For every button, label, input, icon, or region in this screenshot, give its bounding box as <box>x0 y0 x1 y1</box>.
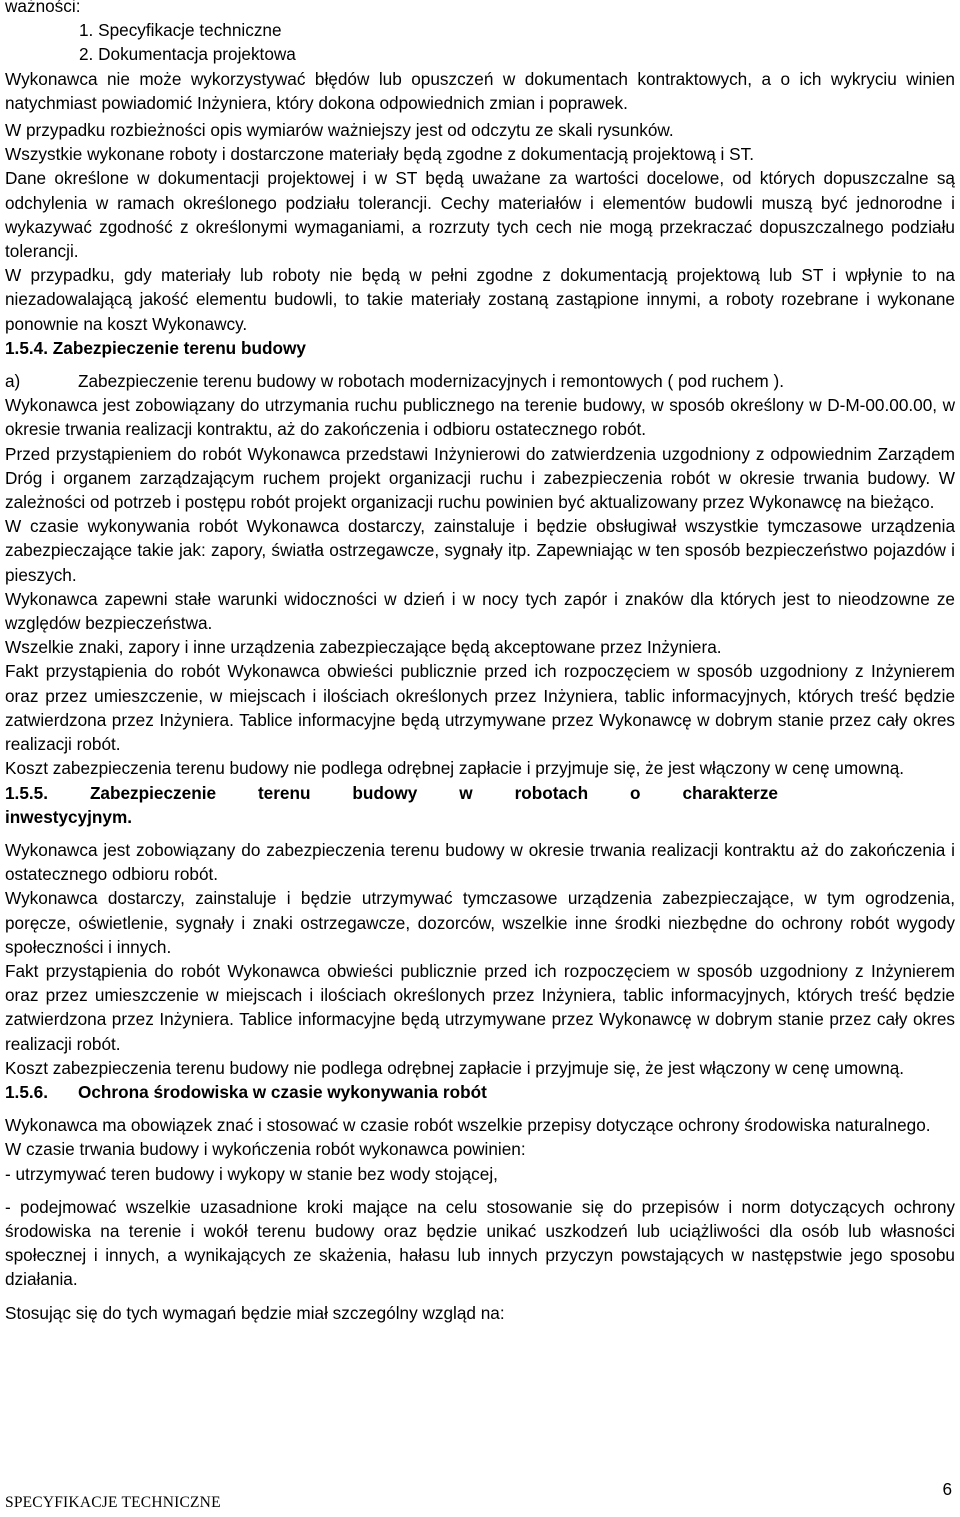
list-item-dash: - podejmować wszelkie uzasadnione kroki mające na celu stosowanie się do przepisów i norm dotyczących ochrony środowiska na terenie i wokół terenu budowy oraz będzie unikać uszkodzeń lub uciążliwości dla osób lub własności społecznej i innych, a wynikających ze skażenia, hałasu lub innych przyczyn powstających w następstwie jego sposobu działania. <box>5 1196 955 1290</box>
paragraph: W przypadku rozbieżności opis wymiarów ważniejszy jest od odczytu ze skali rysunków. <box>5 120 674 141</box>
paragraph: Stosując się do tych wymagań będzie miał szczególny wzgląd na: <box>5 1302 505 1323</box>
paragraph: Wykonawca zapewni stałe warunki widoczności w dzień i w nocy tych zapór i znaków dla których jest to nieodzowne ze względów bezpieczeństwa. <box>5 588 955 634</box>
paragraph: Wykonawca dostarczy, zainstaluje i będzie utrzymywać tymczasowe urządzenia zabezpieczające, w tym ogrodzenia, poręcze, oświetlenie, sygnały i znaki ostrzegawcze, dozorców, wszelkie inne środki niezbędne do ochrony robót wygody społeczności i innych. <box>5 888 955 957</box>
heading-word: Zabezpieczenie <box>89 782 217 803</box>
paragraph: W czasie trwania budowy i wykończenia robót wykonawca powinien: <box>5 1139 526 1160</box>
heading-title: Zabezpieczenie terenu budowy <box>52 337 306 358</box>
list-item-dash: - utrzymywać teren budowy i wykopy w stanie bez wody stojącej, <box>5 1163 498 1184</box>
paragraph: Wszelkie znaki, zapory i inne urządzenia zabezpieczające będą akceptowane przez Inżyniera. <box>5 637 722 658</box>
paragraph: Fakt przystąpienia do robót Wykonawca obwieści publicznie przed ich rozpoczęciem w sposób uzgodniony z Inżynierem oraz przez umieszczenie, w miejscach i ilościach określonych przez Inżyniera, tablic informacyjnych, których treść będzie zatwierdzona przez Inżyniera. Tablice informacyjne będą utrzymywane przez Wykonawcę w dobrym stanie przez cały okres realizacji robót. <box>5 661 955 755</box>
paragraph: Koszt zabezpieczenia terenu budowy nie podlega odrębnej zapłacie i przyjmuje się, że jest włączony w cenę umowną. <box>5 1057 905 1078</box>
list-item-a <box>5 369 955 393</box>
paragraph: W czasie wykonywania robót Wykonawca dostarczy, zainstaluje i będzie obsługiwał wszystkie tymczasowe urządzenia zabezpieczające takie jak: zapory, światła ostrzegawcze, sygnały itp. Zapewniając w ten sposób bezpieczeństwo pojazdów i pieszych. <box>5 516 955 585</box>
heading-1-5-6 <box>5 1080 955 1104</box>
heading-word: charakterze <box>682 782 778 803</box>
heading-number: 1.5.4. <box>5 337 49 358</box>
list-item-specyfikacje: 1. Specyfikacje techniczne <box>79 20 282 41</box>
list-label: a) <box>5 371 21 392</box>
heading-number: 1.5.5. <box>5 782 49 803</box>
footer-title: SPECYFIKACJE TECHNICZNE <box>5 1494 221 1511</box>
list-item-dokumentacja: 2. Dokumentacja projektowa <box>79 44 296 65</box>
page-number: 6 <box>942 1479 952 1499</box>
paragraph: Koszt zabezpieczenia terenu budowy nie podlega odrębnej zapłacie i przyjmuje się, że jest włączony w cenę umowną. <box>5 758 905 779</box>
heading-1-5-5 <box>5 781 955 829</box>
heading-number: 1.5.6. <box>5 1081 49 1102</box>
paragraph-waznosci: ważności: <box>5 0 81 16</box>
heading-1-5-4 <box>5 336 955 360</box>
heading-word: robotach <box>514 782 589 803</box>
heading-line-2: inwestycyjnym. <box>5 806 133 827</box>
heading-title: Ochrona środowiska w czasie wykonywania robót <box>78 1081 487 1102</box>
heading-word: w <box>459 782 473 803</box>
paragraph: Wykonawca jest zobowiązany do zabezpieczenia terenu budowy w okresie trwania realizacji kontraktu aż do zakończenia i ostatecznego odbioru robót. <box>5 839 955 885</box>
paragraph: Dane określone w dokumentacji projektowej i w ST będą uważane za wartości docelowe, od których dopuszczalne są odchylenia w ramach określonego podziału tolerancji. Cechy materiałów i elementów budowli muszą być jednorodne i wykazywać zgodność z określonymi wymaganiami, a rozrzuty tych cech nie mogą przekraczać dopuszczalnego podziału tolerancji. <box>5 168 955 262</box>
heading-word: o <box>630 782 641 803</box>
paragraph: Wykonawca nie może wykorzystywać błędów lub opuszczeń w dokumentach kontraktowych, a o ich wykryciu winien natychmiast powiadomić Inżyniera, który dokona odpowiednich zmian i poprawek. <box>5 68 955 113</box>
paragraph: Przed przystąpieniem do robót Wykonawca przedstawi Inżynierowi do zatwierdzenia uzgodniony z odpowiednim Zarządem Dróg i organem zarządzającym ruchem projekt organizacji ruchu i zabezpieczenia robót w okresie trwania budowy. W zależności od potrzeb i postępu robót projekt organizacji ruchu powinien być aktualizowany przez Wykonawcę na bieżąco. <box>5 443 955 513</box>
heading-word: budowy <box>352 782 418 803</box>
paragraph: Wszystkie wykonane roboty i dostarczone materiały będą zgodne z dokumentacją projektową i ST. <box>5 144 754 165</box>
paragraph: Wykonawca jest zobowiązany do utrzymania ruchu publicznego na terenie budowy, w sposób określony w D-M-00.00.00, w okresie trwania realizacji kontraktu, aż do zakończenia i odbioru ostatecznego robót. <box>5 395 955 440</box>
heading-word: terenu <box>257 782 311 803</box>
page-body <box>5 0 955 1325</box>
paragraph: Fakt przystąpienia do robót Wykonawca obwieści publicznie przed ich rozpoczęciem w sposób uzgodniony z Inżynierem oraz przez umieszczenie w miejscach i ilościach określonych przez Inżyniera, tablic informacyjnych, których treść będzie zatwierdzona przez Inżyniera. Tablice informacyjne będą utrzymywane przez Wykonawcę w dobrym stanie przez cały okres realizacji robót. <box>5 960 955 1054</box>
paragraph: W przypadku, gdy materiały lub roboty nie będą w pełni zgodne z dokumentacją projektową lub ST i wpłynie to na niezadowalającą jakość elementu budowli, to takie materiały zostaną zastąpione innymi, a roboty rozebrane i wykonane ponownie na koszt Wykonawcy. <box>5 265 955 334</box>
heading-line <box>5 781 778 805</box>
list-text: Zabezpieczenie terenu budowy w robotach modernizacyjnych i remontowych ( pod ruchem ). <box>78 371 784 392</box>
paragraph: Wykonawca ma obowiązek znać i stosować w czasie robót wszelkie przepisy dotyczące ochrony środowiska naturalnego. <box>5 1115 931 1136</box>
